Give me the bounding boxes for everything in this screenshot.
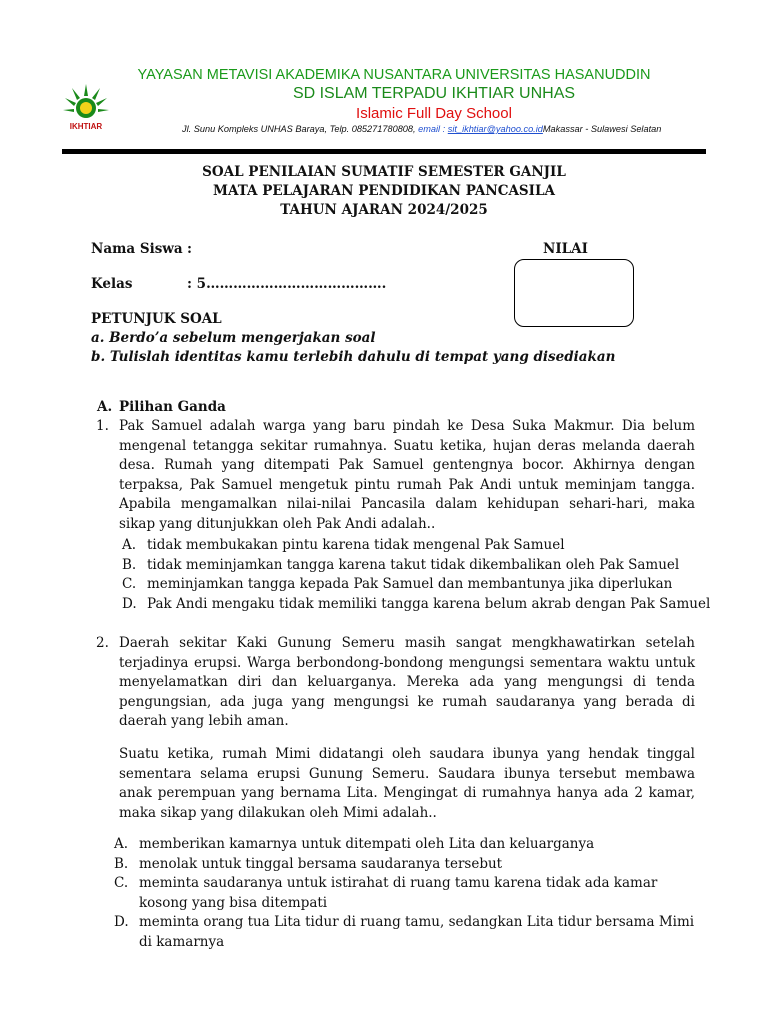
nama-colon: : [187,241,192,257]
q1-option-d-letter: D. [122,596,137,612]
q2-option-a[interactable]: memberikan kamarnya untuk ditempati oleh Lita dan keluarganya [139,836,595,852]
school-address [182,124,722,135]
address-suffix: Makassar - Sulawesi Selatan [542,124,662,134]
school-name: SD ISLAM TERPADU IKHTIAR UNHAS [292,85,576,102]
q1-option-b-letter: B. [122,557,137,573]
petunjuk-a: a. Berdo’a sebelum mengerjakan soal [91,330,376,346]
exam-title: SOAL PENILAIAN SUMATIF SEMESTER GANJIL [202,164,566,180]
q2-option-b[interactable]: menolak untuk tinggal bersama saudaranya tersebut [139,856,503,872]
q2-option-c[interactable]: meminta saudaranya untuk istirahat di ruang tamu karena tidak ada kamar kosong yang bisa ditempati [139,875,658,911]
q1-option-a[interactable]: tidak membukakan pintu karena tidak mengenal Pak Samuel [147,537,565,553]
q2-option-d-letter: D. [114,914,129,930]
q1-text: Pak Samuel adalah warga yang baru pindah ke Desa Suka Makmur. Dia belum mengenal tetangga sekitar rumahnya. Suatu ketika, hujan deras melanda daerah desa. Rumah yang ditempati Pak Samuel gentengnya bocor. Akhirnya dengan terpaksa, Pak Samuel mengetuk pintu rumah Pak Andi untuk meminjam tangga. Apabila mengamalkan nilai-nilai Pancasila dalam kehidupan sehari-hari, maka sikap yang ditunjukkan oleh Pak Andi adalah.. [119,418,695,532]
q1-option-b[interactable]: tidak meminjamkan tangga karena takut tidak dikembalikan oleh Pak Samuel [147,557,680,573]
email-label: email : [418,124,446,134]
nilai-label: NILAI [543,241,588,257]
foundation-name: YAYASAN METAVISI AKADEMIKA NUSANTARA UNIVERSITAS HASANUDDIN [137,67,651,83]
q1-option-c-letter: C. [122,576,137,592]
q1-option-d[interactable]: Pak Andi mengaku tidak memiliki tangga karena belum akrab dengan Pak Samuel [147,596,711,612]
q2-text-1: Daerah sekitar Kaki Gunung Semeru masih sangat mengkhawatirkan setelah terjadinya erupsi. Warga berbondong-bondong mengungsi sementara waktu untuk menyelamatkan diri dan keluarganya. Mereka ada yang mengungsi di tenda pengungsian, ada juga yang mengungsi ke rumah saudaranya yang berada di daerah yang lebih aman. [119,635,695,730]
petunjuk-heading: PETUNJUK SOAL [91,311,222,327]
address-prefix: Jl. Sunu Kompleks UNHAS Baraya, Telp. 085271780808, [182,124,416,134]
school-tagline: Islamic Full Day School [356,105,512,122]
q1-option-c[interactable]: meminjamkan tangga kepada Pak Samuel dan membantunya jika diperlukan [147,576,673,592]
svg-text:IKHTIAR: IKHTIAR [69,122,103,131]
section-letter: A. [97,399,113,415]
q1-option-a-letter: A. [122,537,137,553]
q2-option-d[interactable]: meminta orang tua Lita tidur di ruang tamu, sedangkan Lita tidur bersama Mimi di kamarnya [139,914,695,950]
q2-text-2: Suatu ketika, rumah Mimi didatangi oleh saudara ibunya yang hendak tinggal sementara selama erupsi Gunung Semeru. Saudara ibunya tersebut membawa anak perempuan yang bernama Lita. Mengingat di rumahnya hanya ada 2 kamar, maka sikap yang dilakukan oleh Mimi adalah.. [119,746,695,821]
exam-subject: MATA PELAJARAN PENDIDIKAN PANCASILA [213,183,555,199]
q2-number: 2. [96,635,109,651]
q1-number: 1. [96,418,109,434]
q2-option-a-letter: A. [114,836,129,852]
email-link[interactable]: sit_ikhtiar@yahoo.co.id [447,124,543,134]
section-title: Pilihan Ganda [119,399,226,415]
kelas-label: Kelas [91,276,133,292]
nilai-box [514,259,634,327]
q2-option-c-letter: C. [114,875,129,891]
nama-label: Nama Siswa [91,241,183,257]
kelas-value: : 5…………………………………. [187,276,387,292]
q2-option-b-letter: B. [114,856,129,872]
header-divider [62,149,706,154]
petunjuk-b: b. Tulislah identitas kamu terlebih dahulu di tempat yang disediakan [91,349,616,365]
exam-year: TAHUN AJARAN 2024/2025 [280,202,488,218]
